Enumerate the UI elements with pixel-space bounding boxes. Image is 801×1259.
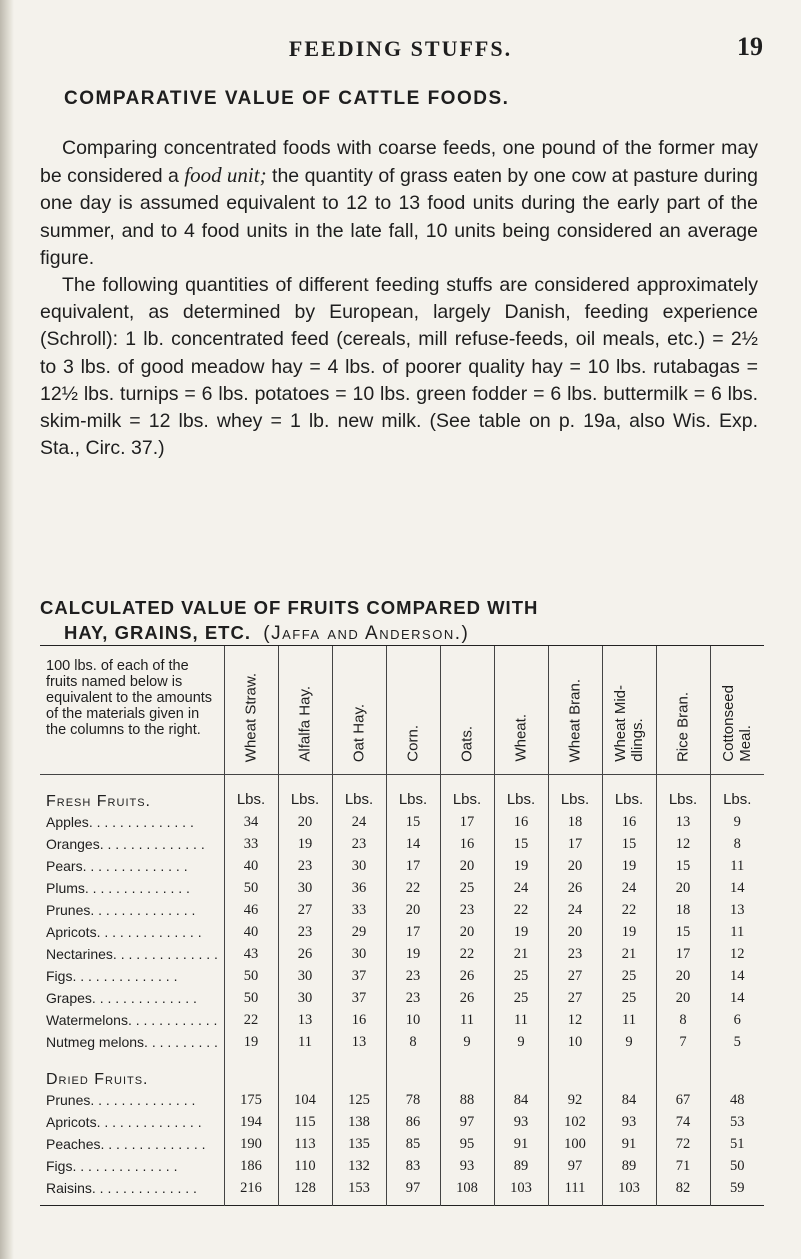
lead-header: 100 lbs. of each of the fruits named below is equivalent to the amounts of the materials given in the columns to the right. — [40, 646, 224, 775]
value-cell: 30 — [278, 987, 332, 1009]
fruit-name-text: Prunes — [46, 902, 91, 918]
fruit-name-text: Grapes — [46, 990, 92, 1006]
leader-dots: . . . . . . . . . . . . . . — [100, 1136, 206, 1152]
blank-cell — [278, 1053, 332, 1089]
value-cell: 20 — [440, 855, 494, 877]
column-header-label — [568, 679, 583, 762]
value-cell: 27 — [278, 899, 332, 921]
value-cell: 19 — [386, 943, 440, 965]
value-cell: 17 — [386, 921, 440, 943]
value-cell: 11 — [730, 924, 745, 940]
value-cell: 27 — [548, 965, 602, 987]
value-cell: 46 — [224, 899, 278, 921]
value-cell: 25 — [440, 877, 494, 899]
blank-cell — [656, 1053, 710, 1089]
value-cell: 97 — [386, 1177, 440, 1206]
leader-dots: . . . . . . . . . . . . . . — [112, 946, 218, 962]
value-cell: 8 — [733, 836, 741, 852]
value-cell: 13 — [730, 902, 745, 918]
value-cell: 84 — [602, 1089, 656, 1111]
column-header — [548, 646, 602, 775]
value-cell: 20 — [548, 855, 602, 877]
value-cell: 40 — [224, 855, 278, 877]
leader-dots: . . . . . . . . . . . . . . — [90, 902, 196, 918]
value-cell: 20 — [656, 987, 710, 1009]
value-cell: 92 — [548, 1089, 602, 1111]
blank-cell — [494, 1053, 548, 1089]
fruit-value-table — [40, 645, 764, 1210]
value-cell: 17 — [548, 833, 602, 855]
table-row — [40, 833, 764, 855]
fruit-name — [40, 943, 224, 965]
fruit-name — [40, 1089, 224, 1111]
value-cell: 24 — [332, 811, 386, 833]
column-header-text: Wheat Mid- — [612, 685, 629, 762]
value-cell: 24 — [548, 899, 602, 921]
leader-dots: . . . . . . . . . . . . . . — [82, 858, 188, 874]
blank-cell — [440, 1053, 494, 1089]
column-header — [332, 646, 386, 775]
value-cell: 37 — [332, 965, 386, 987]
value-cell: 21 — [494, 943, 548, 965]
value-cell: 20 — [548, 921, 602, 943]
column-header-label — [514, 714, 529, 762]
value-cell: 103 — [494, 1177, 548, 1206]
column-header — [602, 646, 656, 775]
unit-label: Lbs. — [440, 775, 494, 812]
value-cell: 10 — [386, 1009, 440, 1031]
value-cell: 30 — [332, 943, 386, 965]
blank-cell — [548, 1053, 602, 1089]
value-cell: 153 — [332, 1177, 386, 1206]
table-row — [40, 921, 764, 943]
leader-dots: . . . . . . . . . . . . . . — [96, 924, 202, 940]
food-unit-term: food unit; — [184, 163, 267, 188]
value-cell: 135 — [332, 1133, 386, 1155]
fruit-name — [40, 833, 224, 855]
column-header-text: Wheat. — [512, 714, 530, 762]
table-row — [40, 1031, 764, 1053]
value-cell: 26 — [278, 943, 332, 965]
leader-dots: . . . . . . . . . . . . — [127, 1012, 218, 1028]
table-title — [40, 595, 760, 646]
value-cell: 89 — [602, 1155, 656, 1177]
fruit-name-text: Figs — [46, 968, 73, 984]
fruit-name — [40, 899, 224, 921]
value-cell: 11 — [602, 1009, 656, 1031]
unit-label: Lbs. — [224, 775, 278, 812]
table-row — [40, 1133, 764, 1155]
value-cell: 26 — [440, 965, 494, 987]
value-cell: 21 — [602, 943, 656, 965]
value-cell: 50 — [730, 1158, 745, 1174]
value-cell: 16 — [332, 1009, 386, 1031]
unit-label: Lbs. — [548, 775, 602, 812]
value-cell: 12 — [730, 946, 745, 962]
unit-label: Lbs. — [494, 775, 548, 812]
value-cell: 100 — [548, 1133, 602, 1155]
value-cell: 37 — [332, 987, 386, 1009]
value-cell: 19 — [602, 921, 656, 943]
unit-label: Lbs. — [656, 775, 710, 812]
value-cell: 89 — [494, 1155, 548, 1177]
value-cell: 84 — [494, 1089, 548, 1111]
value-cell: 72 — [656, 1133, 710, 1155]
blank-cell — [332, 1053, 386, 1089]
value-cell: 15 — [386, 811, 440, 833]
value-cell: 13 — [332, 1031, 386, 1053]
value-cell: 22 — [494, 899, 548, 921]
value-cell: 50 — [224, 965, 278, 987]
column-header — [494, 646, 548, 775]
group-row — [40, 1053, 764, 1089]
value-cell: 50 — [224, 987, 278, 1009]
unit-label: Lbs. — [723, 791, 752, 808]
value-cell: 93 — [440, 1155, 494, 1177]
binding-edge — [0, 0, 14, 1259]
value-cell: 97 — [548, 1155, 602, 1177]
value-cell: 5 — [733, 1034, 741, 1050]
blank-cell — [710, 1053, 764, 1089]
value-cell: 95 — [440, 1133, 494, 1155]
fruit-name-text: Pears — [46, 858, 83, 874]
value-cell: 23 — [332, 833, 386, 855]
fruit-name-text: Nectarines — [46, 946, 113, 962]
body-text — [40, 135, 758, 462]
value-cell: 91 — [602, 1133, 656, 1155]
value-cell: 6 — [733, 1012, 741, 1028]
column-header — [440, 646, 494, 775]
fruit-name — [40, 1155, 224, 1177]
value-cell: 9 — [494, 1031, 548, 1053]
value-cell: 93 — [494, 1111, 548, 1133]
value-cell: 15 — [656, 921, 710, 943]
value-cell: 22 — [224, 1009, 278, 1031]
group-name: Dried Fruits. — [40, 1053, 224, 1089]
column-header-label — [720, 685, 754, 762]
fruit-name-text: Nutmeg melons — [46, 1034, 145, 1050]
fruit-name — [40, 855, 224, 877]
value-cell: 20 — [278, 811, 332, 833]
column-header-label — [298, 686, 313, 762]
value-cell: 34 — [224, 811, 278, 833]
column-header-text: Cottonseed — [720, 685, 738, 762]
table-source: (Jaffa and Anderson.) — [263, 623, 470, 644]
page-number: 19 — [737, 32, 763, 61]
value-cell: 20 — [440, 921, 494, 943]
value-cell: 19 — [494, 855, 548, 877]
value-cell: 40 — [224, 921, 278, 943]
fruit-name-text: Apricots — [46, 924, 97, 940]
value-cell: 23 — [278, 855, 332, 877]
table-title-line-2: HAY, GRAINS, ETC. — [64, 622, 251, 643]
value-cell: 24 — [602, 877, 656, 899]
value-cell: 83 — [386, 1155, 440, 1177]
value-cell: 20 — [656, 877, 710, 899]
fruit-name — [40, 987, 224, 1009]
leader-dots: . . . . . . . . . . . . . . — [91, 990, 197, 1006]
table-row — [40, 1111, 764, 1133]
value-cell: 43 — [224, 943, 278, 965]
value-cell: 103 — [602, 1177, 656, 1206]
value-cell: 24 — [494, 877, 548, 899]
table-row — [40, 965, 764, 987]
value-cell: 74 — [656, 1111, 710, 1133]
table-row — [40, 1009, 764, 1031]
value-cell: 85 — [386, 1133, 440, 1155]
column-header-label — [244, 673, 259, 762]
value-cell: 104 — [278, 1089, 332, 1111]
table-row — [40, 877, 764, 899]
fruit-name — [40, 1133, 224, 1155]
leader-dots: . . . . . . . . . . . . . . — [90, 1092, 196, 1108]
value-cell: 33 — [332, 899, 386, 921]
value-cell: 128 — [278, 1177, 332, 1206]
value-cell: 27 — [548, 987, 602, 1009]
leader-dots: . . . . . . . . . . . . . . — [99, 836, 205, 852]
value-cell: 13 — [656, 811, 710, 833]
column-header-label — [406, 725, 421, 762]
value-cell: 108 — [440, 1177, 494, 1206]
value-cell: 23 — [386, 987, 440, 1009]
paragraph-1-end: the quantity of grass eaten by one cow at pasture during one day is assumed equivalent to 12 to 13 food units during the early part of the summer, and to 4 food units in the late fall, 10 units being considered an average figure. — [40, 165, 759, 269]
fruit-name — [40, 1111, 224, 1133]
value-cell: 111 — [548, 1177, 602, 1206]
value-cell: 11 — [494, 1009, 548, 1031]
value-cell: 20 — [386, 899, 440, 921]
value-cell: 10 — [548, 1031, 602, 1053]
value-cell: 186 — [224, 1155, 278, 1177]
value-cell: 30 — [278, 965, 332, 987]
table-row — [40, 811, 764, 833]
column-header-text: dlings. — [629, 718, 646, 762]
leader-dots: . . . . . . . . . . . . . . — [84, 880, 190, 896]
fruit-name — [40, 1031, 224, 1053]
unit-label: Lbs. — [386, 775, 440, 812]
value-cell: 97 — [440, 1111, 494, 1133]
value-cell: 19 — [602, 855, 656, 877]
running-title: FEEDING STUFFS. — [288, 36, 513, 61]
fruit-name — [40, 877, 224, 899]
value-cell: 53 — [730, 1114, 745, 1130]
value-cell: 17 — [656, 943, 710, 965]
unit-label: Lbs. — [602, 775, 656, 812]
value-cell: 22 — [386, 877, 440, 899]
table-row — [40, 987, 764, 1009]
group-name: Fresh Fruits. — [40, 775, 224, 812]
column-header-text: Alfalfa Hay. — [296, 686, 314, 762]
value-cell: 48 — [730, 1092, 745, 1108]
value-cell: 138 — [332, 1111, 386, 1133]
value-cell: 12 — [656, 833, 710, 855]
value-cell: 25 — [494, 965, 548, 987]
fruit-name-text: Watermelons — [46, 1012, 128, 1028]
value-cell: 16 — [602, 811, 656, 833]
end-rule-cell — [40, 1206, 764, 1211]
blank-cell — [386, 1053, 440, 1089]
value-cell: 14 — [730, 968, 745, 984]
value-cell: 216 — [224, 1177, 278, 1206]
value-cell: 25 — [494, 987, 548, 1009]
fruit-name — [40, 921, 224, 943]
value-cell: 11 — [278, 1031, 332, 1053]
unit-label: Lbs. — [332, 775, 386, 812]
value-cell: 11 — [440, 1009, 494, 1031]
fruit-name-text: Apricots — [46, 1114, 97, 1130]
value-cell: 14 — [730, 880, 745, 896]
value-cell: 88 — [440, 1089, 494, 1111]
value-cell: 9 — [602, 1031, 656, 1053]
value-cell: 13 — [278, 1009, 332, 1031]
value-cell: 9 — [733, 814, 741, 830]
value-cell: 115 — [278, 1111, 332, 1133]
column-header — [710, 646, 764, 775]
value-cell: 91 — [494, 1133, 548, 1155]
value-cell: 59 — [730, 1180, 745, 1196]
value-cell: 113 — [278, 1133, 332, 1155]
fruit-name-text: Peaches — [46, 1136, 101, 1152]
column-header-text: Rice Bran. — [674, 691, 692, 762]
blank-cell — [602, 1053, 656, 1089]
paragraph-2: The following quantities of different feeding stuffs are considered approximately equivalent, as determined by European, largely Danish, feeding experience (Schroll): 1 lb. concentrated feed (cereals, mill refuse-feeds, oil meals, etc.) = 2½ to 3 lbs. of good meadow hay = 4 lbs. of poorer quality hay = 10 lbs. rutabagas = 12½ lbs. turnips = 6 lbs. potatoes = 10 lbs. green fodder = 6 lbs. buttermilk = 6 lbs. skim-milk = 12 lbs. whey = 1 lb. new milk. (See table on p. 19a, also Wis. Exp. Sta., Circ. 37.) — [40, 274, 758, 460]
value-cell: 175 — [224, 1089, 278, 1111]
section-title: COMPARATIVE VALUE OF CATTLE FOODS. — [64, 88, 510, 109]
column-header-text: Oats. — [458, 726, 476, 762]
paragraph-1-start: Comparing concentrated foods with coarse feeds, one pound of the former may be considered a — [40, 137, 758, 188]
value-cell: 125 — [332, 1089, 386, 1111]
value-cell: 82 — [656, 1177, 710, 1206]
column-header — [224, 646, 278, 775]
value-cell: 7 — [656, 1031, 710, 1053]
value-cell: 16 — [494, 811, 548, 833]
value-cell: 18 — [548, 811, 602, 833]
value-cell: 9 — [440, 1031, 494, 1053]
value-cell: 14 — [730, 990, 745, 1006]
fruit-name — [40, 965, 224, 987]
running-head — [0, 32, 801, 66]
leader-dots: . . . . . . . . . . . . . . — [88, 814, 194, 830]
value-cell: 19 — [494, 921, 548, 943]
column-header-text: Wheat Straw. — [242, 672, 260, 762]
column-header-text: Oat Hay. — [350, 703, 368, 762]
value-cell: 33 — [224, 833, 278, 855]
fruit-name — [40, 1009, 224, 1031]
table-row — [40, 1177, 764, 1206]
value-cell: 36 — [332, 877, 386, 899]
fruit-name-text: Figs — [46, 1158, 73, 1174]
value-cell: 26 — [440, 987, 494, 1009]
value-cell: 23 — [278, 921, 332, 943]
value-cell: 11 — [730, 858, 745, 874]
column-header — [278, 646, 332, 775]
value-cell: 23 — [386, 965, 440, 987]
column-header-label — [612, 685, 646, 762]
table-row — [40, 855, 764, 877]
value-cell: 12 — [548, 1009, 602, 1031]
leader-dots: . . . . . . . . . . . . . . — [96, 1114, 202, 1130]
value-cell: 194 — [224, 1111, 278, 1133]
value-cell: 51 — [730, 1136, 745, 1152]
value-cell: 20 — [656, 965, 710, 987]
value-cell: 18 — [656, 899, 710, 921]
value-cell: 71 — [656, 1155, 710, 1177]
table-row — [40, 943, 764, 965]
column-header-label — [352, 704, 367, 762]
value-cell: 8 — [386, 1031, 440, 1053]
column-header-label — [676, 692, 691, 762]
value-cell: 8 — [656, 1009, 710, 1031]
value-cell: 19 — [224, 1031, 278, 1053]
value-cell: 17 — [440, 811, 494, 833]
column-header-text: Corn. — [404, 725, 422, 762]
fruit-name-text: Raisins — [46, 1180, 92, 1196]
value-cell: 67 — [656, 1089, 710, 1111]
table-row — [40, 1155, 764, 1177]
group-row — [40, 775, 764, 812]
value-cell: 16 — [440, 833, 494, 855]
value-cell: 78 — [386, 1089, 440, 1111]
value-cell: 29 — [332, 921, 386, 943]
table-row — [40, 899, 764, 921]
value-cell: 17 — [386, 855, 440, 877]
value-cell: 132 — [332, 1155, 386, 1177]
table-end-rule — [40, 1206, 764, 1211]
value-cell: 25 — [602, 987, 656, 1009]
fruit-name-text: Oranges — [46, 836, 100, 852]
fruit-name-text: Apples — [46, 814, 89, 830]
leader-dots: . . . . . . . . . . . . . . — [72, 1158, 178, 1174]
value-cell: 190 — [224, 1133, 278, 1155]
paragraph-1 — [40, 135, 758, 272]
value-cell: 93 — [602, 1111, 656, 1133]
leader-dots: . . . . . . . . . . . . . . — [72, 968, 178, 984]
value-cell: 22 — [602, 899, 656, 921]
fruit-name-text: Plums — [46, 880, 85, 896]
value-cell: 110 — [278, 1155, 332, 1177]
value-cell: 50 — [224, 877, 278, 899]
value-cell: 23 — [548, 943, 602, 965]
column-header-label — [460, 726, 475, 762]
blank-cell — [224, 1053, 278, 1089]
leader-dots: . . . . . . . . . . — [144, 1034, 218, 1050]
value-cell: 15 — [494, 833, 548, 855]
column-header-text: Meal. — [737, 725, 755, 762]
value-cell: 15 — [602, 833, 656, 855]
leader-dots: . . . . . . . . . . . . . . — [91, 1180, 197, 1196]
unit-label: Lbs. — [278, 775, 332, 812]
value-cell: 22 — [440, 943, 494, 965]
value-cell: 30 — [278, 877, 332, 899]
column-header-text: Wheat Bran. — [566, 678, 584, 762]
fruit-name-text: Prunes — [46, 1092, 91, 1108]
column-header — [386, 646, 440, 775]
fruit-name — [40, 811, 224, 833]
value-cell: 14 — [386, 833, 440, 855]
value-cell: 19 — [278, 833, 332, 855]
table-row — [40, 1089, 764, 1111]
value-cell: 86 — [386, 1111, 440, 1133]
value-cell: 102 — [548, 1111, 602, 1133]
column-header — [656, 646, 710, 775]
value-cell: 26 — [548, 877, 602, 899]
value-cell: 30 — [332, 855, 386, 877]
value-cell: 25 — [602, 965, 656, 987]
table-title-line-1: CALCULATED VALUE OF FRUITS COMPARED WITH — [40, 597, 539, 618]
value-cell: 15 — [656, 855, 710, 877]
value-cell: 23 — [440, 899, 494, 921]
fruit-name — [40, 1177, 224, 1206]
